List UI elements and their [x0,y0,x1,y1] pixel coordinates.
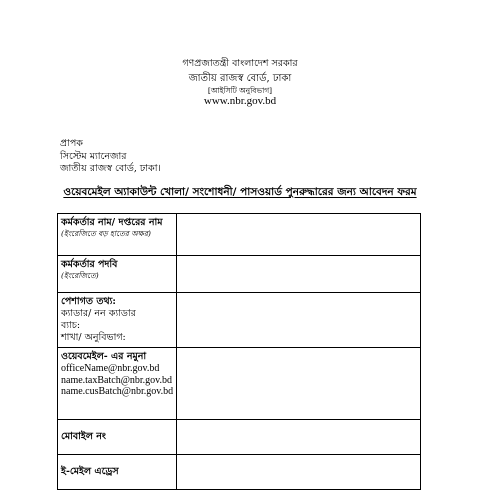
table-row-email [58,455,421,490]
table-row-mobile [58,420,421,455]
designation-label: কর্মকর্তার পদবি [61,259,118,270]
webmail-example-tax: name.taxBatch@nbr.gov.bd [61,374,173,386]
application-form-table [57,213,421,490]
designation-label-cell [58,256,177,293]
webmail-example-customs: name.cusBatch@nbr.gov.bd [61,386,174,397]
recipient-organization: জাতীয় রাজস্ব বোর্ড, ঢাকা। [60,163,161,174]
professional-label-cell [58,293,177,348]
webmail-example-office: officeName@nbr.gov.bd [61,363,160,374]
mobile-input-cell[interactable] [177,420,421,455]
webmail-label: ওয়েবমেইল- এর নমুনা [61,351,147,362]
government-name: গণপ্রজাতন্ত্রী বাংলাদেশ সরকার [182,58,298,69]
table-row-name [58,214,421,256]
division-name: [আইসিটি অনুবিভাগ] [207,86,273,95]
batch-line: ব্যাচ: [61,320,81,331]
form-title [0,185,480,202]
email-label-cell [58,455,177,490]
designation-note: (ইংরেজিতে) [61,271,99,280]
recipient-title: সিস্টেম ম্যানেজার [60,150,127,162]
professional-label: পেশাগত তথ্য: [61,296,116,307]
webmail-input-cell[interactable] [177,348,421,420]
table-row-professional-info [58,293,421,348]
name-label: কর্মকর্তার নাম/ দপ্তরের নাম [61,217,163,228]
designation-input-cell[interactable] [177,256,421,293]
webmail-label-cell [58,348,177,420]
name-label-cell [58,214,177,256]
mobile-label-cell [58,420,177,455]
mobile-label: মোবাইল নং [61,431,107,442]
section-line: শাখা/ অনুবিভাগ: [61,332,126,343]
email-input-cell[interactable] [177,455,421,490]
board-name: জাতীয় রাজস্ব বোর্ড, ঢাকা [188,73,292,84]
professional-input-cell[interactable] [177,293,421,348]
recipient-block [60,138,161,176]
website-address: www.nbr.gov.bd [203,95,277,107]
cadre-line: ক্যাডার/ নন ক্যাডার [61,308,136,319]
form-title-text: ওয়েবমেইল অ্যাকাউন্ট খোলা/ সংশোধনী/ পাসওয়ার্ড পুনরুদ্ধারের জন্য আবেদন ফরম [63,186,417,198]
name-note: (ইংরেজিতে বড় হাতের অক্ষর) [61,229,151,238]
name-input-cell[interactable] [177,214,421,256]
recipient-label: প্রাপক [60,138,83,149]
table-row-webmail [58,348,421,420]
email-label: ই-মেইল এড্রেস [61,466,119,477]
table-row-designation [58,256,421,293]
